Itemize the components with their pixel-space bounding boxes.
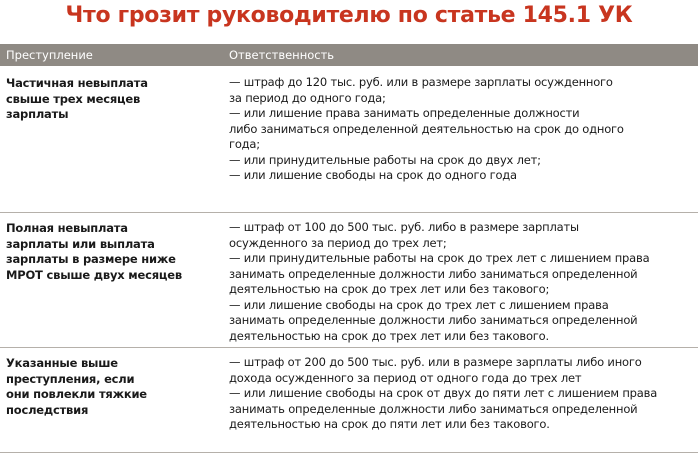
header-crime: Преступление [6,48,93,62]
crime-cell: Частичная невыплата свыше трех месяцев зарплаты [6,76,148,121]
table-row [0,72,698,213]
table-row [0,217,698,348]
header-responsibility: Ответственность [229,48,335,62]
page-title: Что грозит руководителю по статье 145.1 УК [65,3,633,28]
table-header [0,44,698,66]
responsibility-cell: — штраф от 200 до 500 тыс. руб. или в размере зарплаты либо иного дохода осужденного за период от одного года до трех лет — или лишение свободы на срок от двух до пяти лет с лишением права занимать определенные должности либо заниматься определенной деятельностью на срок до пяти лет или без такового. [229,355,658,431]
responsibility-cell: — штраф от 100 до 500 тыс. руб. либо в размере зарплаты осужденного за период до трех лет; — или принудительные работы на срок до трех лет с лишением права занимать определенные должности либо заниматься определенной деятельностью на срок до трех лет или без такового; — или лишение свободы на срок до трех лет с лишением права занимать определенные должности либо заниматься определенной деятельностью на срок до трех лет или без такового. [229,220,650,343]
crime-cell: Указанные выше преступления, если они повлекли тяжкие последствия [6,356,147,417]
liability-table [0,44,698,453]
table-row [0,352,698,453]
responsibility-cell: — штраф до 120 тыс. руб. или в размере зарплаты осужденного за период до одного года; — или лишение права занимать определенные должности либо заниматься определенной деятельностью на срок до одного года; — или принудительные работы на срок до двух лет; — или лишение свободы на срок до одного года [229,75,624,182]
crime-cell: Полная невыплата зарплаты или выплата зарплаты в размере ниже МРОТ свыше двух месяцев [6,221,182,282]
